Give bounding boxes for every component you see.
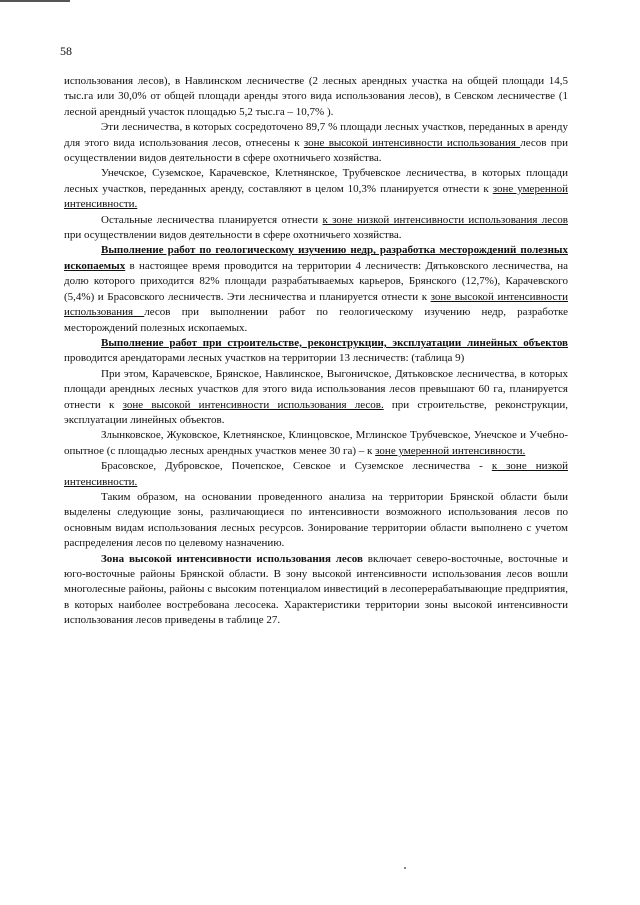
underlined-term: зоне высокой интенсивности использования: [64, 290, 568, 319]
paragraph-6: [64, 336, 568, 367]
text-run: при осуществлении видов деятельности в сфере охотничьего хозяйства.: [64, 229, 402, 242]
text-run: при строительстве, реконструкции, эксплуатации линейных объектов.: [64, 398, 568, 426]
scan-top-line: [0, 0, 70, 2]
underlined-term: зоне высокой интенсивности использования лесов.: [122, 398, 384, 411]
text-run: Злынковское, Жуковское, Клетнянское, Клинцовское, Мглинское Трубчевское, Унечское и Учебно-опытное (с площадью лесных арендных участков менее 30 га) – к: [64, 429, 568, 457]
page-number: 58: [60, 44, 72, 58]
text-run: Брасовское, Дубровское, Почепское, Севское и Суземское лесничества -: [101, 460, 492, 473]
text-run: Унечское, Суземское, Карачевское, Клетнянское, Трубчевское лесничества, в которых площади лесных участков, переданных аренду, составляют в целом 10,3% планируется отнести к: [64, 167, 568, 195]
text-run: лесов при осуществлении видов деятельности в сфере охотничьего хозяйства.: [64, 136, 568, 165]
paragraph-8: [64, 428, 568, 459]
paragraph-4: [64, 213, 568, 244]
text-run: в настоящее время проводится на территории 4 лесничеств: Дятьковского лесничества, на долю которого приходится 82% площади разрабатываемых карьеров, Брянского (12,7%), Карачевского (5,4%) и Брасовского лесничеств. Эти лесничества и планируется отнести к: [64, 259, 568, 303]
paragraph-10: Таким образом, на основании проведенного анализа на территории Брянской области были выделены следующие зоны, различающиеся по интенсивности возможного использования лесов по основным видам использования лесных ресурсов. Зонирование территории области выполнено с учетом распределения лесов по целевому назначению.: [64, 490, 568, 550]
paragraph-9: [64, 459, 568, 490]
underlined-term: зоне умеренной интенсивности.: [64, 182, 568, 211]
text-run: Эти лесничества, в которых сосредоточено 89,7 % площади лесных участков, переданных в аренду для этого вида использования лесов, отнесены к: [64, 121, 568, 149]
paragraph-11: [64, 552, 568, 629]
text-run: лесов при выполнении работ по геологическому изучению недр, разработке месторождений полезных ископаемых.: [64, 306, 568, 334]
section-heading: Выполнение работ по геологическому изучению недр, разработка месторождений полезных ископаемых: [64, 244, 568, 272]
scan-speck: [404, 867, 406, 869]
document-body: [64, 74, 568, 629]
paragraph-5: [64, 243, 568, 335]
paragraph-1: использования лесов), в Навлинском лесничестве (2 лесных арендных участка на общей площади 14,5 тыс.га или 30,0% от общей площади аренды этого вида использования лесов), в Севском лесничестве (1 лесной арендный участок площадью 5,2 тыс.га – 10,7% ).: [64, 75, 568, 118]
paragraph-3: [64, 166, 568, 212]
underlined-term: к зоне низкой интенсивности.: [64, 460, 568, 488]
underlined-term: к зоне низкой интенсивности использования лесов: [322, 213, 568, 226]
text-run: включает северо-восточные, восточные и юго-восточные районы Брянской области. В зону высокой интенсивности использования лесов вошли многолесные районы, районы с высоким потенциалом инвестиций в лесоперерабатывающие предприятия, в которых наиболее востребована лесосека. Характеристики территории зоны высокой интенсивности использования лесов приведены в таблице 27.: [64, 552, 568, 627]
underlined-term: зоне высокой интенсивности использования: [303, 136, 521, 149]
underlined-term: зоне умеренной интенсивности.: [375, 444, 526, 457]
text-run: При этом, Карачевское, Брянское, Навлинское, Выгоничское, Дятьковское лесничества, в которых площади арендных лесных участков для этого вида использования лесов превышают 60 га, планируется отнести к: [64, 367, 568, 411]
paragraph-7: [64, 367, 568, 429]
paragraph-2: [64, 120, 568, 166]
bold-term: Зона высокой интенсивности использования лесов: [101, 552, 363, 565]
text-run: Остальные лесничества планируется отнести: [101, 213, 323, 226]
text-run: проводится арендаторами лесных участков на территории 13 лесничеств: (таблица 9): [64, 352, 465, 365]
section-heading: Выполнение работ при строительстве, реконструкции, эксплуатации линейных объектов: [101, 336, 568, 349]
